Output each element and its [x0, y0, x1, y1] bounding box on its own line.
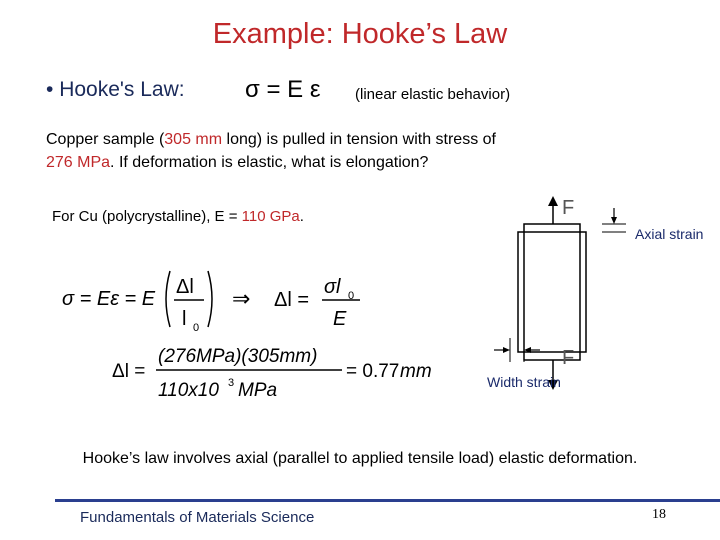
problem-text: long) is pulled in tension with stress of [222, 131, 496, 148]
width-strain-label: Width strain [487, 374, 561, 390]
original-sample [518, 232, 586, 352]
modulus-value: 110 GPa [241, 208, 300, 225]
implies-arrow: ⇒ [232, 286, 251, 311]
cu-text: For Cu (polycrystalline), E = [52, 208, 242, 225]
fraction-numerator-2: σl [324, 276, 341, 298]
bullet-label: Hooke's Law: [59, 78, 185, 101]
equation-epsilon: ε [309, 76, 321, 103]
formula2-denominator: 110x10 [158, 380, 219, 401]
linear-note: (linear elastic behavior) [355, 86, 511, 103]
problem-text: Copper sample ( [46, 131, 165, 148]
formula2-result: = 0.77 [346, 361, 400, 382]
slide-title: Example: Hooke’s Law [212, 18, 508, 50]
fraction-numerator: Δl [176, 276, 194, 298]
fraction-denominator: l [182, 308, 187, 330]
formula2-exponent: 3 [228, 377, 235, 389]
right-paren [208, 271, 212, 327]
formula2-denominator-unit: MPa [238, 380, 278, 401]
stress-value: 276 MPa [46, 154, 111, 171]
equation-modulus: E [287, 76, 304, 103]
footer-rule [55, 499, 720, 502]
conclusion-text: Hooke’s law involves axial (parallel to applied tensile load) elastic deformation. [82, 450, 638, 467]
problem-line-2 [46, 151, 428, 174]
equation-sigma: σ [245, 76, 260, 103]
top-force-arrow-icon [548, 196, 558, 206]
formula-lhs: σ = Eε = E [62, 288, 156, 310]
denominator-subscript: 0 [193, 322, 200, 334]
formula2-lhs: Δl = [112, 361, 146, 382]
formula2-numerator: (276MPa)(305mm) [158, 346, 318, 367]
formula2-unit: mm [400, 361, 432, 382]
footer-title: Fundamentals of Materials Science [80, 509, 315, 526]
problem-line-1 [46, 128, 496, 151]
problem-text: . If deformation is elastic, what is elongation? [110, 154, 429, 171]
page-number: 18 [652, 507, 666, 522]
equation-equals: = [266, 76, 281, 103]
width-arrow-right-icon [503, 347, 510, 353]
copper-modulus-line [52, 208, 304, 225]
bullet-marker: • [46, 78, 54, 101]
numerator-subscript: 0 [348, 290, 355, 302]
tension-diagram [480, 190, 720, 400]
formula-dl: Δl = [274, 289, 310, 311]
axial-strain-label: Axial strain [635, 226, 704, 242]
formula-elongation [112, 337, 442, 405]
fraction-denominator-2: E [333, 308, 347, 330]
bottom-force-label: F [562, 347, 575, 369]
formula-strain [62, 263, 372, 335]
cu-period: . [299, 208, 304, 225]
axial-arrow-icon [611, 217, 617, 224]
sample-length: 305 mm [164, 131, 223, 148]
hookes-law-bullet [46, 78, 185, 102]
top-force-label: F [562, 197, 575, 219]
hookes-law-equation [245, 76, 321, 104]
deformed-sample [524, 224, 580, 360]
left-paren [166, 271, 170, 327]
